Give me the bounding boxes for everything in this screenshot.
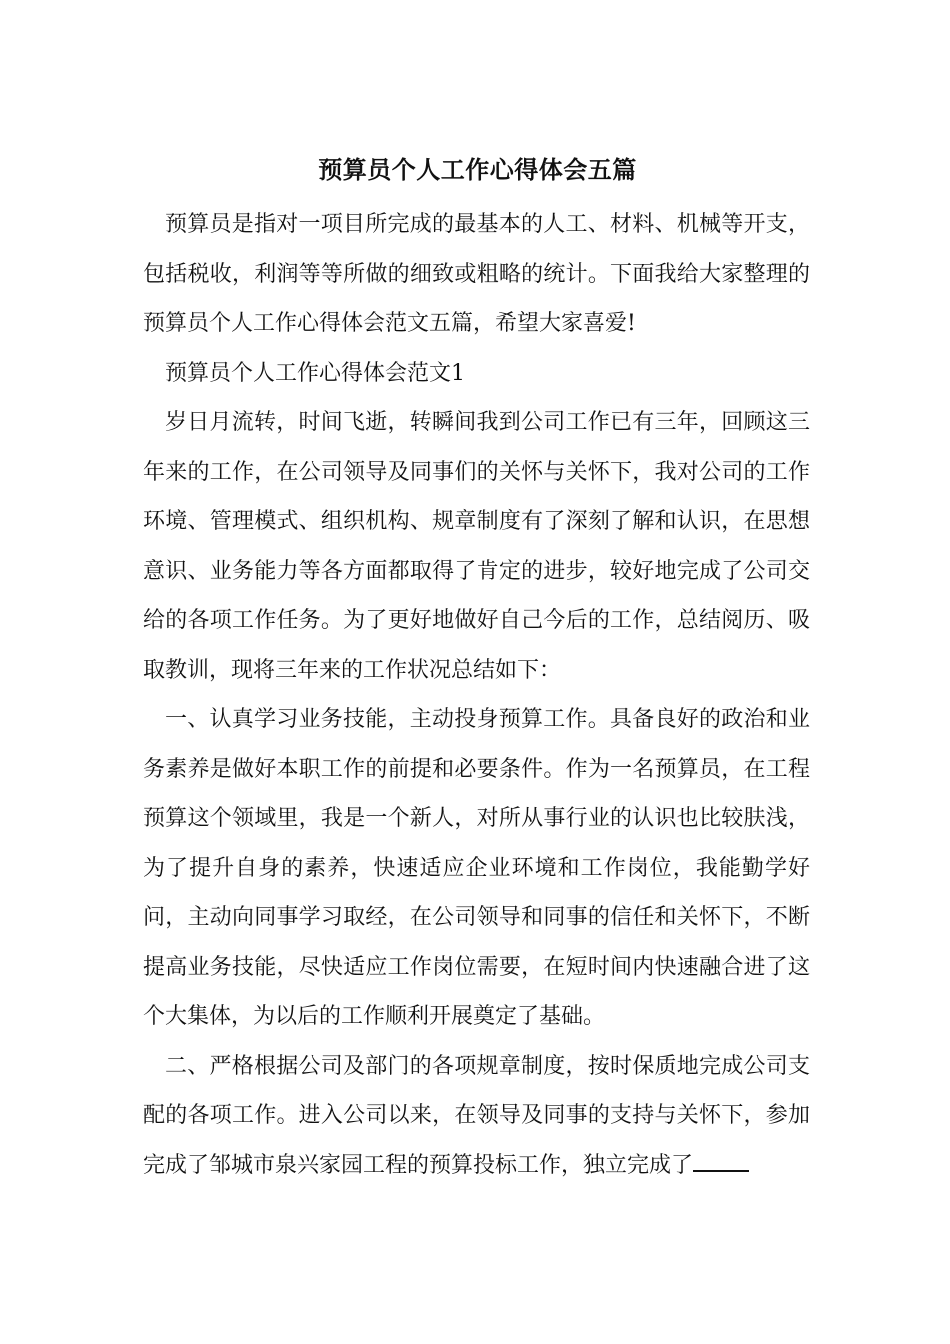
section-heading: 预算员个人工作心得体会范文1	[165, 360, 465, 386]
fill-in-blank	[693, 1152, 749, 1172]
intro-paragraph: 预算员是指对一项目所完成的最基本的人工、材料、机械等开支，包括税收，利润等等所做的细致或粗略的统计。下面我给大家整理的预算员个人工作心得体会范文五篇，希望大家喜爱!	[143, 212, 810, 336]
document-page	[145, 150, 810, 1190]
body-paragraph-3	[143, 1042, 810, 1191]
body-paragraph-2: 一、认真学习业务技能，主动投身预算工作。具备良好的政治和业务素养是做好本职工作的前提和必要条件。作为一名预算员，在工程预算这个领域里，我是一个新人，对所从事行业的认识也比较肤浅，为了提升自身的素养，快速适应企业环境和工作岗位，我能勤学好问，主动向同事学习取经，在公司领导和同事的信任和关怀下，不断提高业务技能，尽快适应工作岗位需要，在短时间内快速融合进了这个大集体，为以后的工作顺利开展奠定了基础。	[143, 707, 810, 1029]
document-title: 预算员个人工作心得体会五篇	[318, 156, 637, 184]
body-paragraph-3-text: 二、严格根据公司及部门的各项规章制度，按时保质地完成公司支配的各项工作。进入公司以来，在领导及同事的支持与关怀下，参加完成了邹城市泉兴家园工程的预算投标工作，独立完成了	[143, 1053, 810, 1178]
body-paragraph-1: 岁日月流转，时间飞逝，转瞬间我到公司工作已有三年，回顾这三年来的工作，在公司领导及同事们的关怀与关怀下，我对公司的工作环境、管理模式、组织机构、规章制度有了深刻了解和认识，在思想意识、业务能力等各方面都取得了肯定的进步，较好地完成了公司交给的各项工作任务。为了更好地做好自己今后的工作，总结阅历、吸取教训，现将三年来的工作状况总结如下：	[143, 410, 810, 683]
